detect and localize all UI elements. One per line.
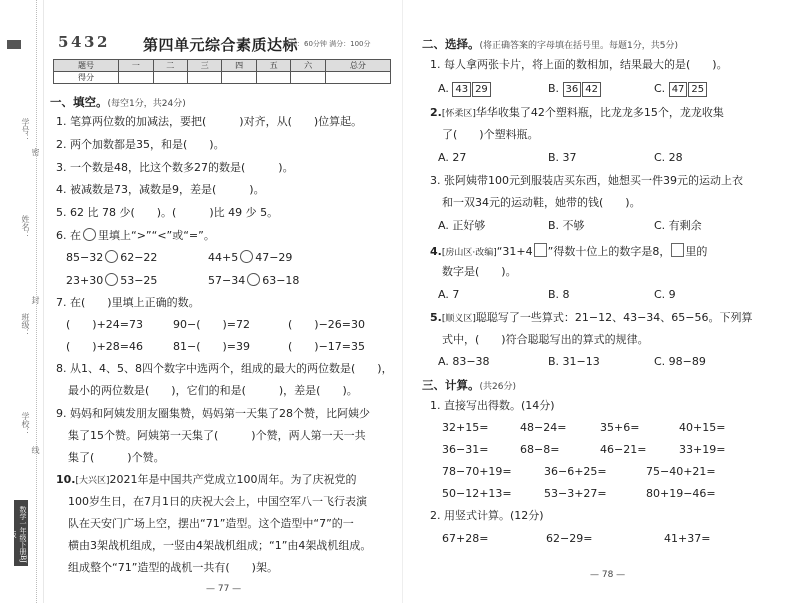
vertical-calc-item: 41+37= — [664, 532, 711, 545]
school-label: 学校： — [21, 412, 30, 436]
page-gutter — [402, 0, 403, 603]
question-6-suffix: 里填上“>”“<”或“=”。 — [98, 229, 215, 242]
district-tag: [怀柔区] — [441, 109, 476, 119]
vertical-calc-item: 67+28= — [442, 532, 489, 545]
option-c: C. 98−89 — [654, 355, 706, 368]
choice-question-4-line-2: 数字是( )。 — [442, 265, 517, 278]
question-text: “31+4 — [496, 245, 533, 258]
option-c — [654, 82, 708, 97]
question-text: ”得数十位上的数字是8， — [547, 245, 671, 258]
question-number: 5. — [430, 311, 442, 324]
score-row — [54, 72, 391, 84]
score-header-cell: 五 — [256, 60, 290, 72]
compare-row-1 — [66, 250, 157, 265]
class-label: 班级： — [21, 313, 30, 337]
choice-question-5-line-2: 式中，( )符合聪聪写出的算式的规律。 — [442, 333, 649, 346]
score-header-cell: 四 — [222, 60, 256, 72]
calc-item: 32+15= — [442, 421, 489, 434]
compare-circle[interactable] — [247, 273, 260, 286]
fill-blank: ( )+24=73 — [66, 318, 144, 331]
section-2-heading — [422, 36, 678, 52]
page-number: — 77 — — [206, 584, 242, 594]
seal-feng: 封 — [31, 296, 40, 304]
card: 47 — [669, 82, 688, 97]
compare-circle[interactable] — [105, 250, 118, 263]
calc-item: 36−6+25= — [544, 465, 607, 478]
book-label: 数学一年级下册BJ版 — [14, 500, 28, 566]
score-header-cell: 三 — [188, 60, 222, 72]
compare-row-1b — [208, 250, 292, 265]
question-10-line-1 — [56, 473, 357, 488]
card: 43 — [452, 82, 471, 97]
option-letter: A. — [438, 82, 449, 95]
square-box[interactable] — [671, 243, 684, 257]
question-9-line-1: 9. 妈妈和阿姨发朋友圈集赞，妈妈第一天集了28个赞，比阿姨少 — [56, 407, 370, 420]
right-page — [414, 0, 784, 603]
score-header-cell: 一 — [119, 60, 153, 72]
binding-strip — [0, 0, 44, 603]
question-text: 华华收集了42个塑料瓶，比龙龙多15个，龙龙收集 — [475, 106, 724, 119]
card: 36 — [563, 82, 582, 97]
question-5: 5. 62 比 78 少( )。( )比 49 少 5。 — [56, 206, 279, 219]
score-header-cell: 总分 — [325, 60, 390, 72]
binding-mark — [7, 40, 21, 49]
calc-item: 68−8= — [520, 443, 560, 456]
exam-meta: 时间：60分钟 满分：100分 — [283, 40, 371, 48]
fill-blank: ( )+28=46 — [66, 340, 144, 353]
option-b: B. 37 — [548, 151, 577, 164]
compare-expr: 44+5 — [208, 251, 239, 264]
question-10-line-2: 100岁生日，在7月1日的庆祝大会上，中国空军八一飞行表演 — [68, 495, 367, 508]
name-label: 姓名： — [21, 215, 30, 239]
question-1: 1. 笔算两位数的加减法，要把( )对齐，从( )位算起。 — [56, 115, 363, 128]
square-box[interactable] — [534, 243, 547, 257]
score-header-row — [54, 60, 391, 72]
question-text: 里的 — [685, 245, 708, 258]
option-a: A. 7 — [438, 288, 460, 301]
question-8-line-1: 8. 从1、4、5、8四个数字中选两个，组成的最大的两位数是( )， — [56, 362, 393, 375]
option-b: B. 31−13 — [548, 355, 600, 368]
fill-blank: ( )−26=30 — [288, 318, 366, 331]
question-8-line-2: 最小的两位数是( )，它们的和是( )，差是( )。 — [68, 384, 358, 397]
question-9-line-3: 集了( )个赞。 — [68, 451, 165, 464]
question-4: 4. 被减数是73，减数是9，差是( )。 — [56, 183, 265, 196]
logo-glyph: 3 — [84, 33, 95, 51]
score-table — [53, 59, 391, 84]
district-tag: [大兴区] — [75, 476, 110, 486]
calc-item: 53−3+27= — [544, 487, 607, 500]
question-text: 聪聪写了一些算式：21−12、43−34、65−56。下列算 — [475, 311, 753, 324]
logo-glyph: 4 — [71, 33, 82, 51]
card: 25 — [688, 82, 707, 97]
score-cell[interactable] — [256, 72, 290, 84]
option-b: B. 不够 — [548, 219, 585, 232]
option-letter: B. — [548, 82, 560, 95]
student-number-label: 学号： — [21, 118, 30, 142]
seal-mi: 密 — [31, 148, 40, 156]
compare-circle[interactable] — [105, 273, 118, 286]
score-row-label: 得分 — [54, 72, 119, 84]
question-7: 7. 在( )里填上正确的数。 — [56, 296, 200, 309]
compare-row-2 — [66, 273, 157, 288]
option-letter: C. — [654, 82, 666, 95]
question-number: 2. — [430, 106, 442, 119]
compare-expr: 57−34 — [208, 274, 246, 287]
card: 42 — [582, 82, 601, 97]
choice-question-2-line-1 — [430, 106, 724, 121]
compare-expr: 63−18 — [262, 274, 300, 287]
compare-expr: 47−29 — [255, 251, 293, 264]
question-6 — [56, 228, 215, 243]
question-10-text: 2021年是中国共产党成立100周年。为了庆祝党的 — [109, 473, 357, 486]
compare-circle[interactable] — [240, 250, 253, 263]
section-1-title: 一、填空。 — [50, 95, 108, 109]
header-logo — [58, 33, 114, 53]
compare-expr: 62−22 — [120, 251, 158, 264]
score-cell[interactable] — [119, 72, 153, 84]
section-3-title: 三、计算。 — [422, 378, 480, 392]
option-a: A. 正好够 — [438, 219, 486, 232]
option-b: B. 8 — [548, 288, 570, 301]
question-10-line-5: 组成整个“71”造型的战机一共有( )架。 — [68, 561, 278, 574]
question-number: 4. — [430, 245, 442, 258]
choice-question-2-line-2: 了( )个塑料瓶。 — [442, 128, 539, 141]
calc-item: 35+6= — [600, 421, 640, 434]
section-2-note: (将正确答案的字母填在括号里。每题1分，共5分) — [479, 41, 678, 51]
calc-item: 50−12+13= — [442, 487, 512, 500]
compare-expr: 53−25 — [120, 274, 158, 287]
question-3: 3. 一个数是48，比这个数多27的数是( )。 — [56, 161, 294, 174]
logo-glyph: 5 — [58, 33, 69, 51]
section-2-title: 二、选择。 — [422, 37, 480, 51]
section-1-note: (每空1分，共24分) — [107, 99, 186, 109]
option-c: C. 9 — [654, 288, 676, 301]
question-9-line-2: 集了15个赞。阿姨第一天集了( )个赞，两人第一天一共 — [68, 429, 366, 442]
choice-question-4-line-1 — [430, 243, 707, 260]
seal-xian: 线 — [31, 446, 40, 454]
section-3-heading — [422, 377, 516, 393]
score-cell[interactable] — [291, 72, 325, 84]
vertical-calc-item: 62−29= — [546, 532, 593, 545]
choice-question-3-line-2: 和一双34元的运动鞋，她带的钱( )。 — [442, 196, 641, 209]
compare-expr: 23+30 — [66, 274, 104, 287]
card: 29 — [472, 82, 491, 97]
question-number: 10. — [56, 473, 76, 486]
calc-item: 46−21= — [600, 443, 647, 456]
option-a — [438, 82, 492, 97]
district-tag: [房山区·改编] — [441, 248, 497, 258]
question-6-prefix: 6. 在 — [56, 229, 81, 242]
logo-glyph: 2 — [97, 33, 108, 51]
compare-expr: 85−32 — [66, 251, 104, 264]
question-10-line-3: 队在天安门广场上空，摆出“71”造型。这个造型中“7”的一 — [68, 517, 354, 530]
calc-item: 36−31= — [442, 443, 489, 456]
fill-blank: ( )−17=35 — [288, 340, 366, 353]
option-c: C. 28 — [654, 151, 683, 164]
score-header-cell: 题号 — [54, 60, 119, 72]
circle-icon — [83, 228, 96, 241]
calc-item: 33+19= — [679, 443, 726, 456]
compare-row-2b — [208, 273, 299, 288]
calc-item: 78−70+19= — [442, 465, 512, 478]
option-a: A. 83−38 — [438, 355, 490, 368]
score-cell[interactable] — [222, 72, 256, 84]
question-10-line-4: 横由3架战机组成，一竖由4架战机组成；“1”由4架战机组成。 — [68, 539, 372, 552]
page-number: — 78 — — [590, 570, 626, 580]
calc-item: 48−24= — [520, 421, 567, 434]
district-tag: [顺义区] — [441, 314, 476, 324]
calc-item: 80+19−46= — [646, 487, 716, 500]
calc-item: 75−40+21= — [646, 465, 716, 478]
left-page — [48, 0, 395, 603]
choice-question-3-line-1: 3. 张阿姨带100元到服装店买东西，她想买一件39元的运动上衣 — [430, 174, 743, 187]
choice-question-1: 1. 每人拿两张卡片，将上面的数相加，结果最大的是( )。 — [430, 58, 728, 71]
choice-question-5-line-1 — [430, 311, 753, 326]
calc-part-1-title: 1. 直接写出得数。(14分) — [430, 399, 555, 412]
section-3-note: (共26分) — [479, 382, 516, 392]
page-title: 第四单元综合素质达标 — [143, 36, 299, 54]
score-header-cell: 二 — [153, 60, 187, 72]
option-c: C. 有剩余 — [654, 219, 702, 232]
calc-part-2-title: 2. 用竖式计算。(12分) — [430, 509, 544, 522]
question-2: 2. 两个加数都是35，和是( )。 — [56, 138, 225, 151]
option-b — [548, 82, 602, 97]
fill-blank: 90−( )=72 — [173, 318, 251, 331]
score-cell[interactable] — [325, 72, 390, 84]
score-cell[interactable] — [188, 72, 222, 84]
section-1-heading — [50, 94, 186, 110]
fill-blank: 81−( )=39 — [173, 340, 251, 353]
score-header-cell: 六 — [291, 60, 325, 72]
calc-item: 40+15= — [679, 421, 726, 434]
score-cell[interactable] — [153, 72, 187, 84]
option-a: A. 27 — [438, 151, 467, 164]
